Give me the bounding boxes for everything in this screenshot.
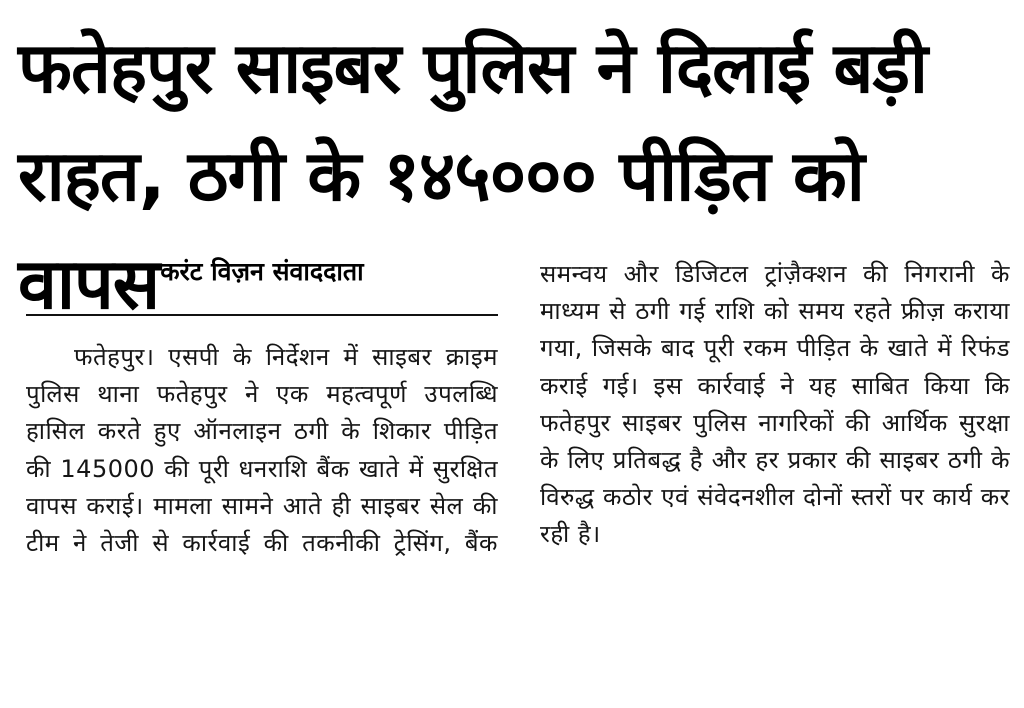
headline: फतेहपुर साइबर पुलिस ने दिलाई बड़ी राहत, ठगी के १४५००० पीड़ित को वापस <box>18 27 928 325</box>
byline-divider <box>26 314 498 316</box>
byline: करंट विज़न संवाददाता <box>160 257 364 286</box>
article-column-2: समन्वय और डिजिटल ट्रांज़ैक्शन की निगरानी के माध्यम से ठगी गई राशि को समय रहते फ्रीज़ कराया गया, जिसके बाद पूरी रकम पीड़ित के खाते में रिफंड कराई गई। इस कार्रवाई ने यह साबित किया कि फतेहपुर साइबर पुलिस नागरिकों की आर्थिक सुरक्षा के लिए प्रतिबद्ध है और हर प्रकार की साइबर ठगी के विरुद्ध कठोर एवं संवेदनशील दोनों स्तरों पर कार्य कर रही है। <box>540 260 1010 549</box>
article-column-1: फतेहपुर। एसपी के निर्देशन में साइबर क्राइम पुलिस थाना फतेहपुर ने एक महत्वपूर्ण उपलब्धि हासिल करते हुए ऑनलाइन ठगी के शिकार पीड़ित की 145000 की पूरी धनराशि बैंक खाते में सुरक्षित वापस कराई। मामला सामने आते ही साइबर सेल की टीम ने तेजी से कार्रवाई की तकनीकी ट्रेसिंग, बैंक <box>26 343 498 558</box>
